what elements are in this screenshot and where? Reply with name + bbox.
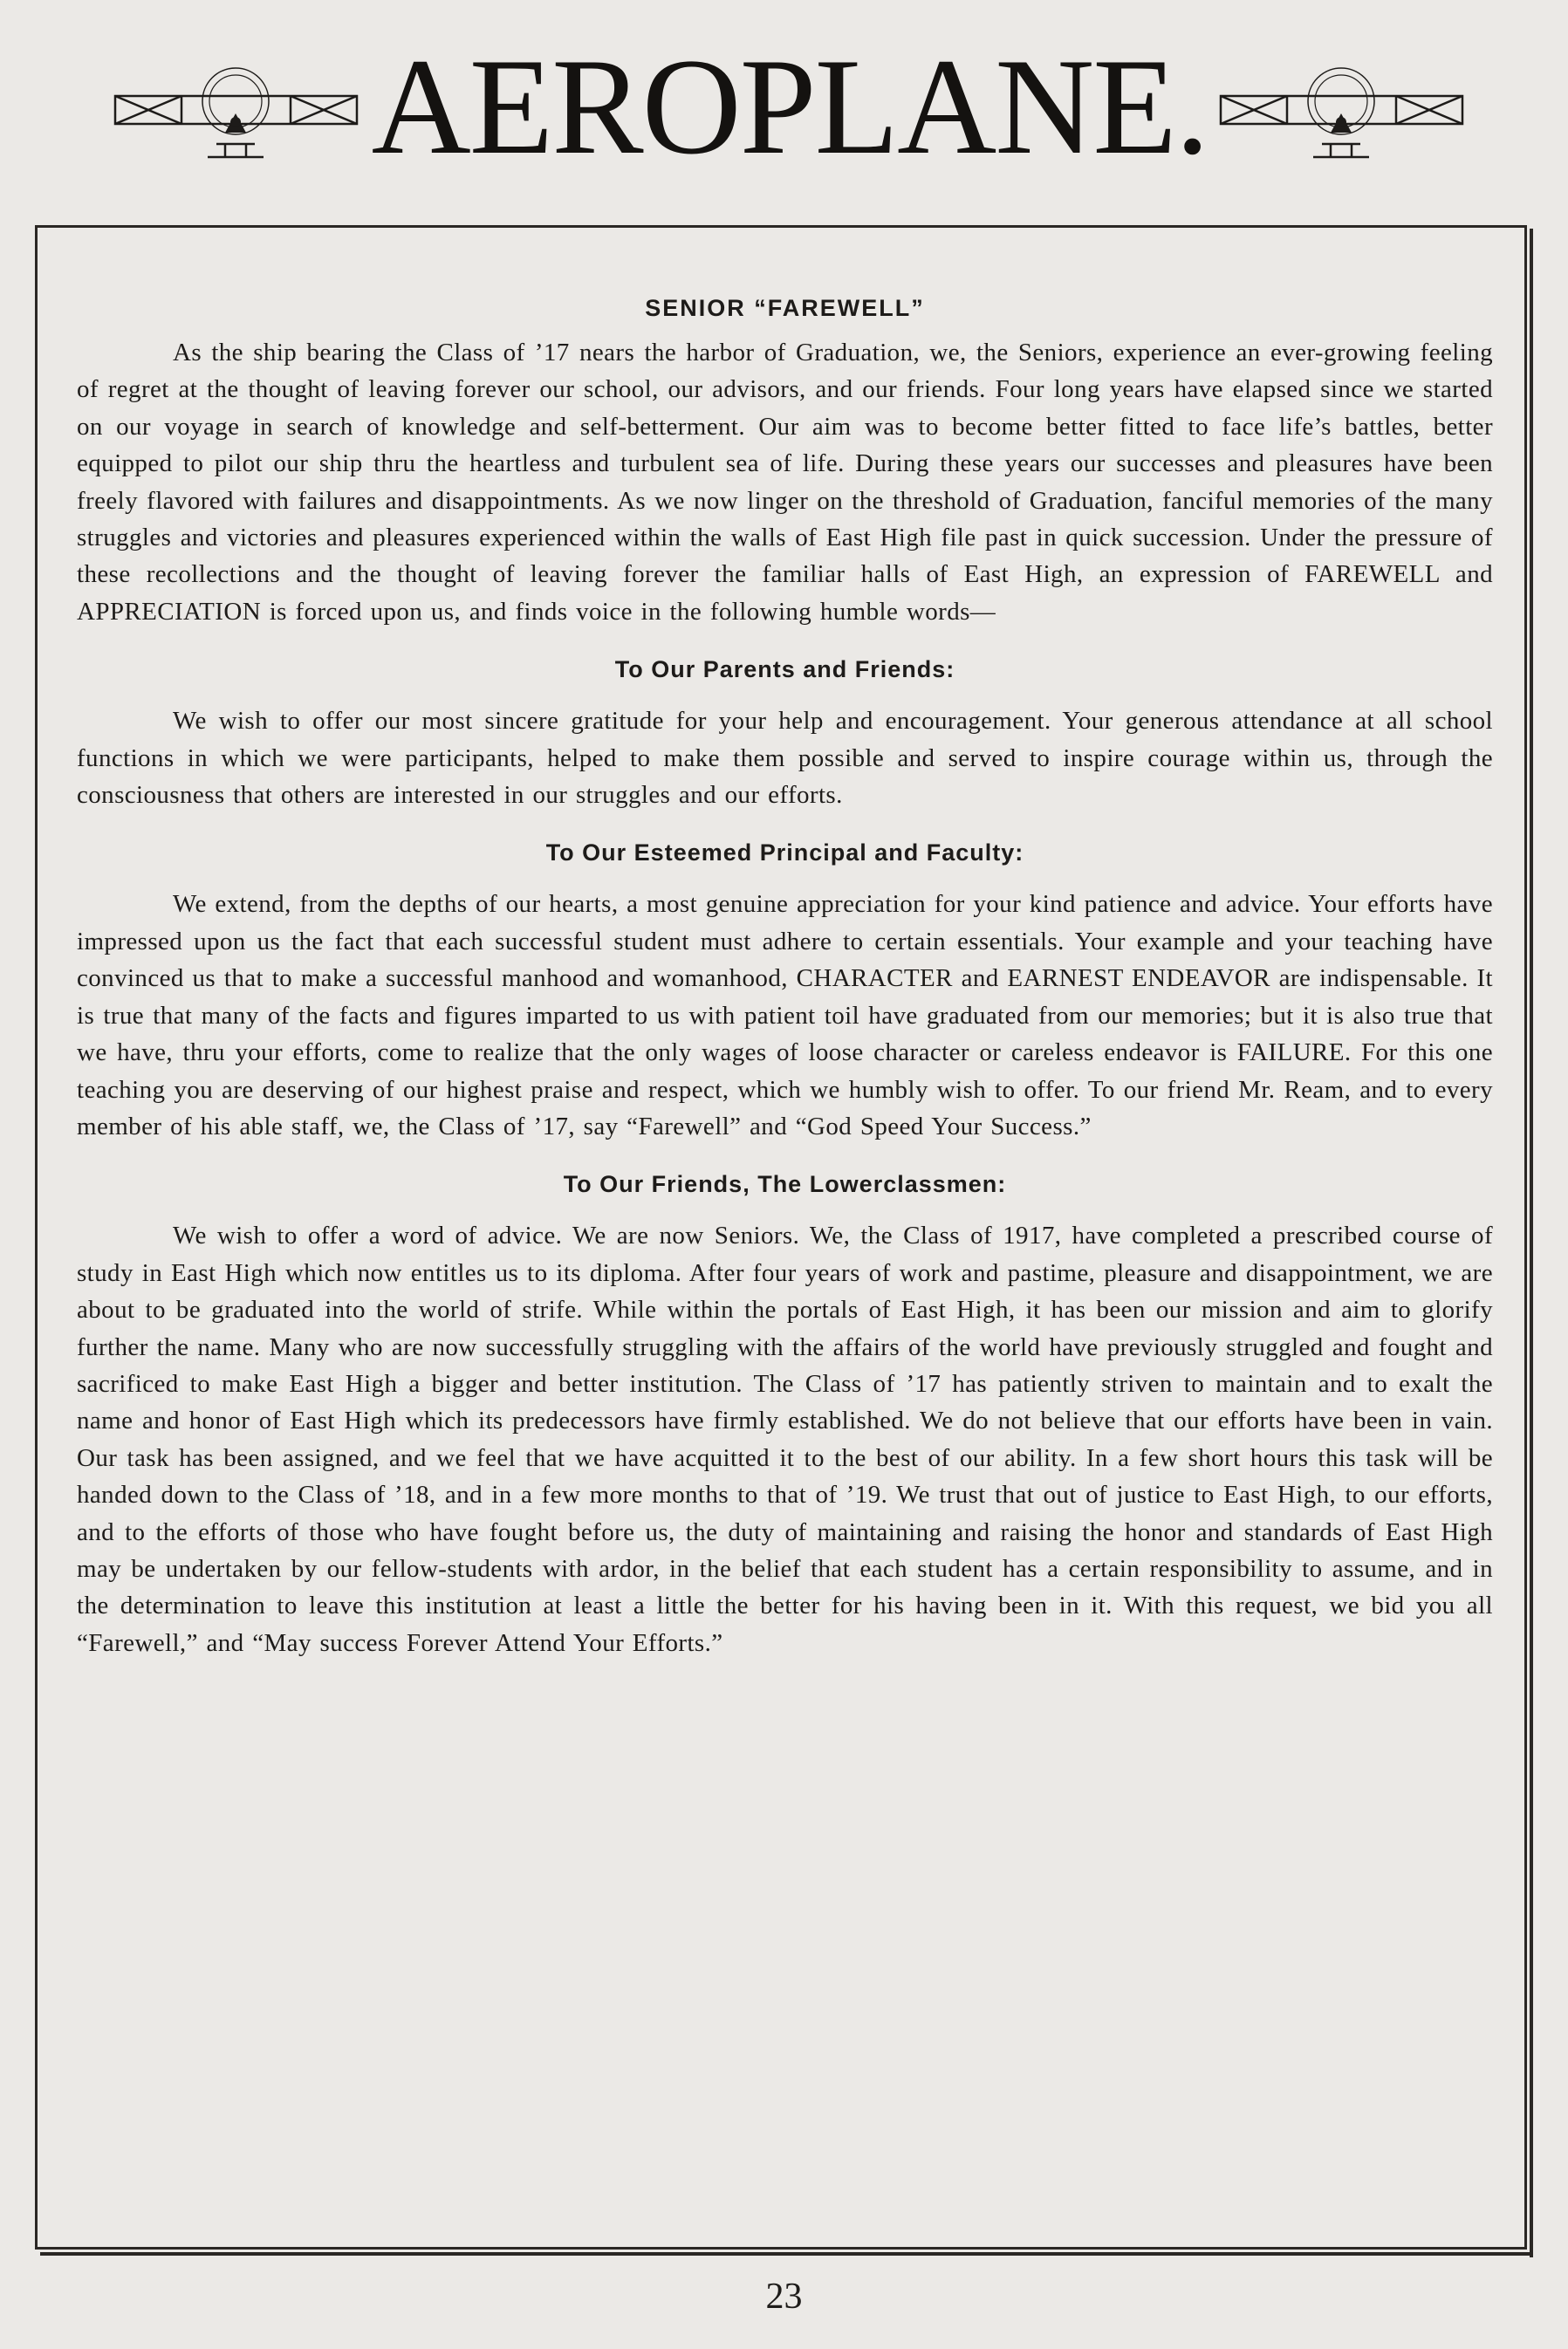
section-heading-parents: To Our Parents and Friends: (614, 656, 955, 683)
article-title: SENIOR “FAREWELL” (645, 295, 925, 321)
section-body-parents: We wish to offer our most sincere gratitude for your help and encouragement. Your generous attendance at all school functions in which we were participants, helped to make them possible and served to inspire courage within us, through the consciousness that others are interested in our struggles and our efforts. (77, 707, 1493, 810)
masthead (0, 31, 1568, 183)
masthead-title: AEROPLANE. (371, 31, 1209, 183)
intro-paragraph: As the ship bearing the Class of ’17 nears the harbor of Graduation, we, the Seniors, experience an ever-growing feeling of regret at the thought of leaving forever our school, our advisors, and our friends. Four long years have elapsed since we started on our voyage in search of knowledge and self-betterment. Our aim was to become better fitted to face life’s battles, better equipped to pilot our ship thru the heartless and turbulent sea of life. During these years our successes and pleasures have been freely flavored with failures and disappointments. As we now linger on the threshold of Graduation, fanciful memories of the many struggles and victories and pleasures experienced within the walls of East High file past in quick succession. Under the pressure of these recollections and the thought of leaving forever the familiar halls of East High, an expression of FAREWELL and APPRECIATION is forced upon us, and finds voice in the following humble words— (77, 339, 1493, 626)
page-number: 23 (765, 2277, 803, 2317)
frame-shadow-bottom (40, 2252, 1533, 2256)
frame-shadow-right (1530, 229, 1533, 2257)
article-content (77, 295, 1493, 1661)
section-body-lowerclassmen: We wish to offer a word of advice. We are now Seniors. We, the Class of 1917, have completed a prescribed course of study in East High which now entitles us to its diploma. After four years of work and pastime, pleasure and disappointment, we are about to be graduated into the world of strife. While within the portals of East High, it has been our mission and aim to glorify further the name. Many who are now successfully struggling with the affairs of the world have previously struggled and fought and sacrificed to make East High a bigger and better institution. The Class of ’17 has patiently striven to maintain and to exalt the name and honor of East High which its predecessors have firmly established. We do not believe that our efforts have been in vain. Our task has been assigned, and we feel that we have acquitted it to the best of our ability. In a few short hours this task will be handed down to the Class of ’18, and in a few more months to that of ’19. We trust that out of justice to East High, to our efforts, and to the efforts of those who have fought before us, the duty of maintaining and raising the honor and standards of East High may be undertaken by our fellow-students with ardor, in the belief that each student has a certain responsibility to assume, and in the determination to leave this institution at least a little the better for his having been in it. With this request, we bid you all “Farewell,” and “May success Forever Attend Your Efforts.” (77, 1222, 1493, 1657)
section-heading-faculty: To Our Esteemed Principal and Faculty: (545, 839, 1024, 866)
biplane-icon-right (1217, 61, 1466, 166)
section-heading-lowerclassmen: To Our Friends, The Lowerclassmen: (563, 1171, 1007, 1198)
biplane-icon-left (112, 61, 360, 166)
section-body-faculty: We extend, from the depths of our hearts, a most genuine appreciation for your kind patience and advice. Your efforts have impressed upon us the fact that each successful student must adhere to certain essentials. Your example and your teaching have convinced us that to make a successful manhood and womanhood, CHARACTER and EARNEST ENDEAVOR are indispensable. It is true that many of the facts and figures imparted to us with patient toil have graduated from our memories; but it is also true that we have, thru your efforts, come to realize that the only wages of loose character or careless endeavor is FAILURE. For this one teaching you are deserving of our highest praise and respect, which we humbly wish to offer. To our friend Mr. Ream, and to every member of his able staff, we, the Class of ’17, say “Farewell” and “God Speed Your Success.” (77, 890, 1493, 1140)
